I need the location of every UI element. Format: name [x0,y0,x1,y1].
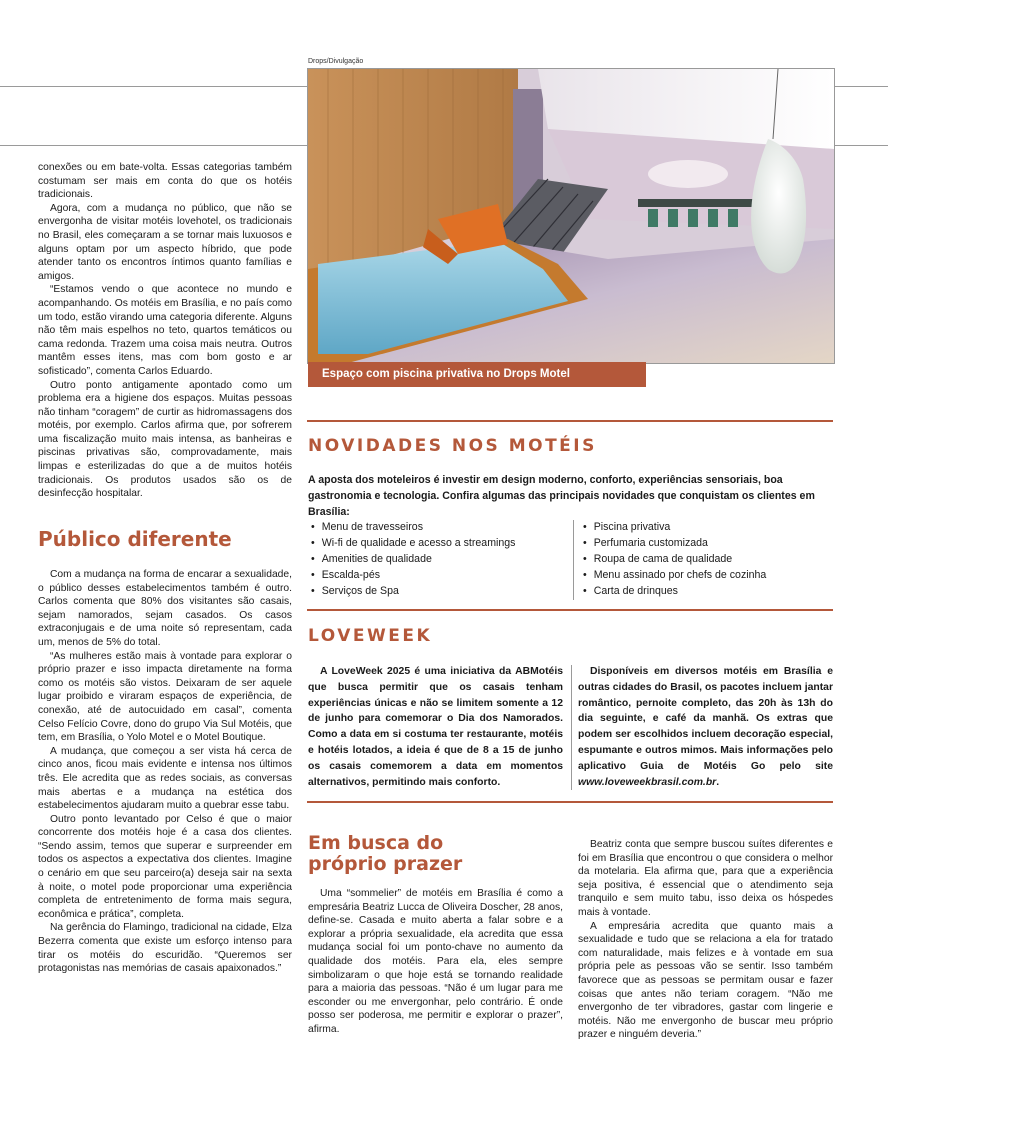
loveweek-col2-text: Disponíveis em diversos motéis em Brasília e outras cidades do Brasil, os pacotes incluem jantar romântico, pernoite completo, das 20h às 13h do dia seguinte, e café da manhã. Os extras que podem ser escolhidos incluem decoração especial, espumante e outros mimos. Mais informações pelo aplicativo Guia de Motéis Go pelo site [578,666,833,772]
paragraph: A mudança, que começou a ser vista há cerca de cinco anos, ficou mais evidente e intensa nos últimos três. Ele acredita que as redes sociais, as conversas mais abertas e a mudança na estética dos estabelecimentos ajudaram muito a quebrar esse tabu. [38,745,292,812]
left-column-bottom [38,568,292,976]
paragraph: Outro ponto levantado por Celso é que o maior concorrente dos motéis hoje é a casa dos clientes. “Sendo assim, temos que superar e surpreender em todos os aspectos a expectativa dos clientes. Imagine o cenário em que seu parceiro(a) deseja sair na sexta à noite, o motel pode proporcionar uma experiência completa de entretenimento de forma mais segura, econômica e prática”, completa. [38,813,292,920]
section-rule-right [833,145,888,146]
list-item: • Menu de travesseiros [311,519,566,535]
loveweek-column-divider [571,665,572,790]
list-item: • Piscina privativa [583,519,833,535]
prazer-title-line2: próprio prazer [308,853,463,875]
novidades-top-rule [307,420,833,422]
prazer-col2 [578,838,833,1042]
list-item: • Roupa de cama de qualidade [583,551,833,567]
top-rule-right [833,86,888,87]
paragraph: conexões ou em bate-volta. Essas categorias também costumam ser mais em conta do que os hotéis tradicionais. [38,162,292,201]
list-item: • Carta de drinques [583,583,833,599]
paragraph: Uma “sommelier” de motéis em Brasília é como a empresária Beatriz Lucca de Oliveira Doscher, 28 anos, define-se. Casada e muito aberta a falar sobre e a explorar a própria sexualidade, ela acredita que essa mudança social foi um ponto-chave no aumento da qualidade dos motéis. Para ela, eles sempre simbolizaram o que hoje está se tornando realidade para a maioria das pessoas. “Não é um lugar para me esconder ou me envergonhar, pelo contrário. É onde posso ser poderosa, me permitir e explorar o prazer”, afirma. [308,888,563,1035]
top-rule-left [0,86,307,87]
paragraph: Agora, com a mudança no público, que não se envergonha de visitar motéis lovehotel, os tradicionais no Brasil, eles começaram a se tornar mais luxuosos e alguns optam por um aspecto híbrido, que pode atender tanto os encontros íntimos quanto famílias e amigos. [38,202,292,282]
list-item: • Escalda-pés [311,567,566,583]
loveweek-col2: Disponíveis em diversos motéis em Brasília e outras cidades do Brasil, os pacotes incluem jantar romântico, pernoite completo, das 20h às 13h do dia seguinte, e café da manhã. Os extras que podem ser escolhidos incluem decoração especial, espumante e outros mimos. Mais informações pelo aplicativo Guia de Motéis Go pelo site www.loveweekbrasil.com.br. [578,666,833,788]
list-item: • Perfumaria customizada [583,535,833,551]
loveweek-col1: A LoveWeek 2025 é uma iniciativa da ABMotéis que busca permitir que os casais tenham experiências únicas e não se limitem somente a 12 de junho para comemorar o Dia dos Namorados. Como a data em si costuma ter restaurante, motéis e hotéis lotados, a ideia é que de 8 a 15 de junho os casais comemorem a data em momentos alternativos, permitindo mais conforto. [308,666,563,788]
paragraph: Na gerência do Flamingo, tradicional na cidade, Elza Bezerra comenta que existe um esforço intenso para tirar os motéis do escuridão. “Queremos ser protagonistas nas memórias de casais apaixonados.” [38,922,292,975]
photo-caption: Espaço com piscina privativa no Drops Motel [308,362,646,387]
novidades-list-right [583,519,833,599]
novidades-column-divider [573,520,574,600]
paragraph: “Estamos vendo o que acontece no mundo e acompanhando. Os motéis em Brasília, e no país como um todo, estão virando uma categoria diferente. Alguns não têm mais espelhos no teto, quartos temáticos ou cama redonda. Trazem uma coisa mais neutra. Outros mantêm esses itens, mas com bom gosto e ar sofisticado”, comenta Carlos Eduardo. [38,284,292,377]
paragraph: Beatriz conta que sempre buscou suítes diferentes e foi em Brasília que encontrou o que considera o melhor da motelaria. Ela afirma que, para que a experiência seja positiva, é essencial que o atendimento seja tranquilo e sem muito tabu, isso deixa os hóspedes mais à vontade. [578,839,833,918]
prazer-title-line1: Em busca do [308,832,444,854]
loveweek-bottom-rule [307,801,833,803]
prazer-col1 [308,887,563,1037]
prazer-title [308,833,462,875]
list-item: • Wi-fi de qualidade e acesso a streamings [311,535,566,551]
paragraph: Com a mudança na forma de encarar a sexualidade, o público desses estabelecimentos também é outro. Carlos comenta que 80% dos visitantes são casais, sejam namorados, sejam casados. Os casos extraconjugais e de uma noite só representam, cada um, menos de 5% do total. [38,569,292,648]
motel-pool-photo [307,68,835,364]
novidades-intro: A aposta dos moteleiros é investir em design moderno, conforto, experiências sensoriais, boa gastronomia e tecnologia. Confira algumas das principais novidades que conquistam os clientes em Brasília: [308,474,815,518]
loveweek-url[interactable]: www.loveweekbrasil.com.br [578,776,717,788]
section-rule-left [0,145,307,146]
photo-credit: Drops/Divulgação [308,58,364,65]
paragraph: Outro ponto antigamente apontado como um problema era a higiene dos espaços. Muitas pessoas não tinham “coragem” de curtir as hidromassagens dos motéis, por exemplo. Carlos afirma que, por sofrerem uma fiscalização muito mais intensa, as banheiras e piscinas privativas são, comprovadamente, mais limpas e esterilizadas do que a de muitos hotéis tradicionais. Os produtos usados são os de desinfecção hospitalar. [38,379,292,500]
paragraph: “As mulheres estão mais à vontade para explorar o próprio prazer e isso impacta diretamente na forma como os motéis são vistos. Deixaram de ser aquele lugar proibido e viraram espaços de experiência, de conexão, até de autocuidado em casal”, comenta Celso Felício Covre, dono do grupo Via Sul Motéis, que tem, em Brasília, o Yolo Motel e o Motel Boutique. [38,650,292,744]
loveweek-title: LOVEWEEK [308,626,433,646]
list-item: • Menu assinado por chefs de cozinha [583,567,833,583]
list-item: • Amenities de qualidade [311,551,566,567]
loveweek-top-rule [307,609,833,611]
novidades-list-left [311,519,566,599]
paragraph: A empresária acredita que quanto mais a sexualidade e tudo que se relaciona a ela for tratado com naturalidade, mais felizes e à vontade em sua própria pele as pessoas vão se sentir. Isso também favorece que as pessoas se permitam ousar e fazer coisas que antes não teriam coragem. “Não me envergonho de ter vibradores, gastar com lingerie e motéis. Não me envergonho de buscar meu próprio prazer e ninguém deveria.” [578,920,833,1041]
novidades-title: NOVIDADES NOS MOTÉIS [308,436,597,456]
subhead-publico-diferente: Público diferente [38,527,232,551]
list-item: • Serviços de Spa [311,583,566,599]
left-column-top [38,161,292,501]
